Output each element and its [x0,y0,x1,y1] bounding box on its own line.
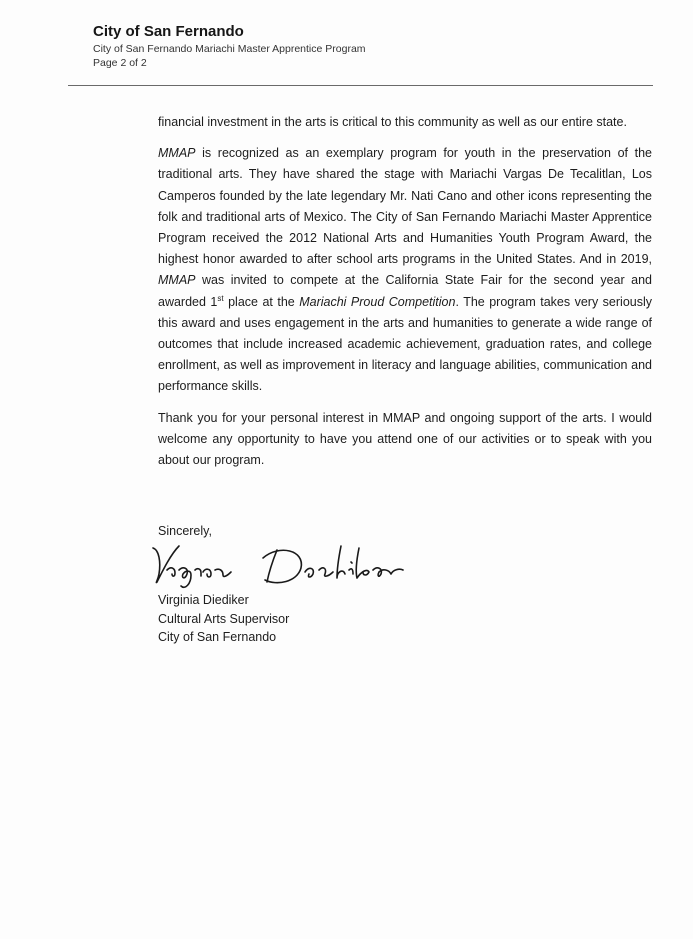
header-divider [68,85,653,86]
paragraph-2-text-b: was invited to compete at the California State Fair for the second year and awarded 1 [158,273,652,309]
paragraph-2-text-d: . The program takes very seriously this award and uses engagement in the arts and humanities to generate a wide range of outcomes that include increased academic achievement, graduation rates, and college enrollment, as well as improvement in literacy and language abilities, communication and performance skills. [158,294,652,394]
letterhead-program: City of San Fernando Mariachi Master Apprentice Program [93,43,366,55]
paragraph-3: Thank you for your personal interest in MMAP and ongoing support of the arts. I would welcome any opportunity to have you attend one of our activities or to speak with you about our program. [158,410,652,468]
ordinal-suffix: st [217,293,224,303]
paragraph-2-text-c: place at the [223,294,300,309]
page-number: Page 2 of 2 [93,57,147,69]
signer-title: Cultural Arts Supervisor [158,611,290,626]
signature-block [158,591,289,647]
letter-body [158,112,652,471]
signer-org: City of San Fernando [158,630,277,644]
mmap-italic: MMAP [158,146,196,161]
letterhead [93,22,653,70]
competition-name: Mariachi Proud Competition [299,294,456,309]
letterhead-org: City of San Fernando [93,23,244,40]
paragraph-2 [158,143,652,397]
handwritten-signature [145,540,445,592]
closing-salutation: Sincerely, [158,524,212,538]
paragraph-1: financial investment in the arts is critical to this community as well as our entire state. [158,115,627,129]
paragraph-2-text-a: is recognized as an exemplary program for youth in the preservation of the traditional arts. They have shared the stage with Mariachi Vargas De Tecalitlan, Los Camperos founded by the late legendary Mr. Nati Cano and other icons representing the folk and traditional arts of Mexico. The City of San Fernando Mariachi Master Apprentice Program received the 2012 National Arts and Humanities Youth Program Award, the highest honor awarded to after school arts programs in the United States. And in 2019, [158,146,652,267]
signer-name: Virginia Diediker [158,593,249,607]
mmap-italic-2: MMAP [158,273,196,288]
